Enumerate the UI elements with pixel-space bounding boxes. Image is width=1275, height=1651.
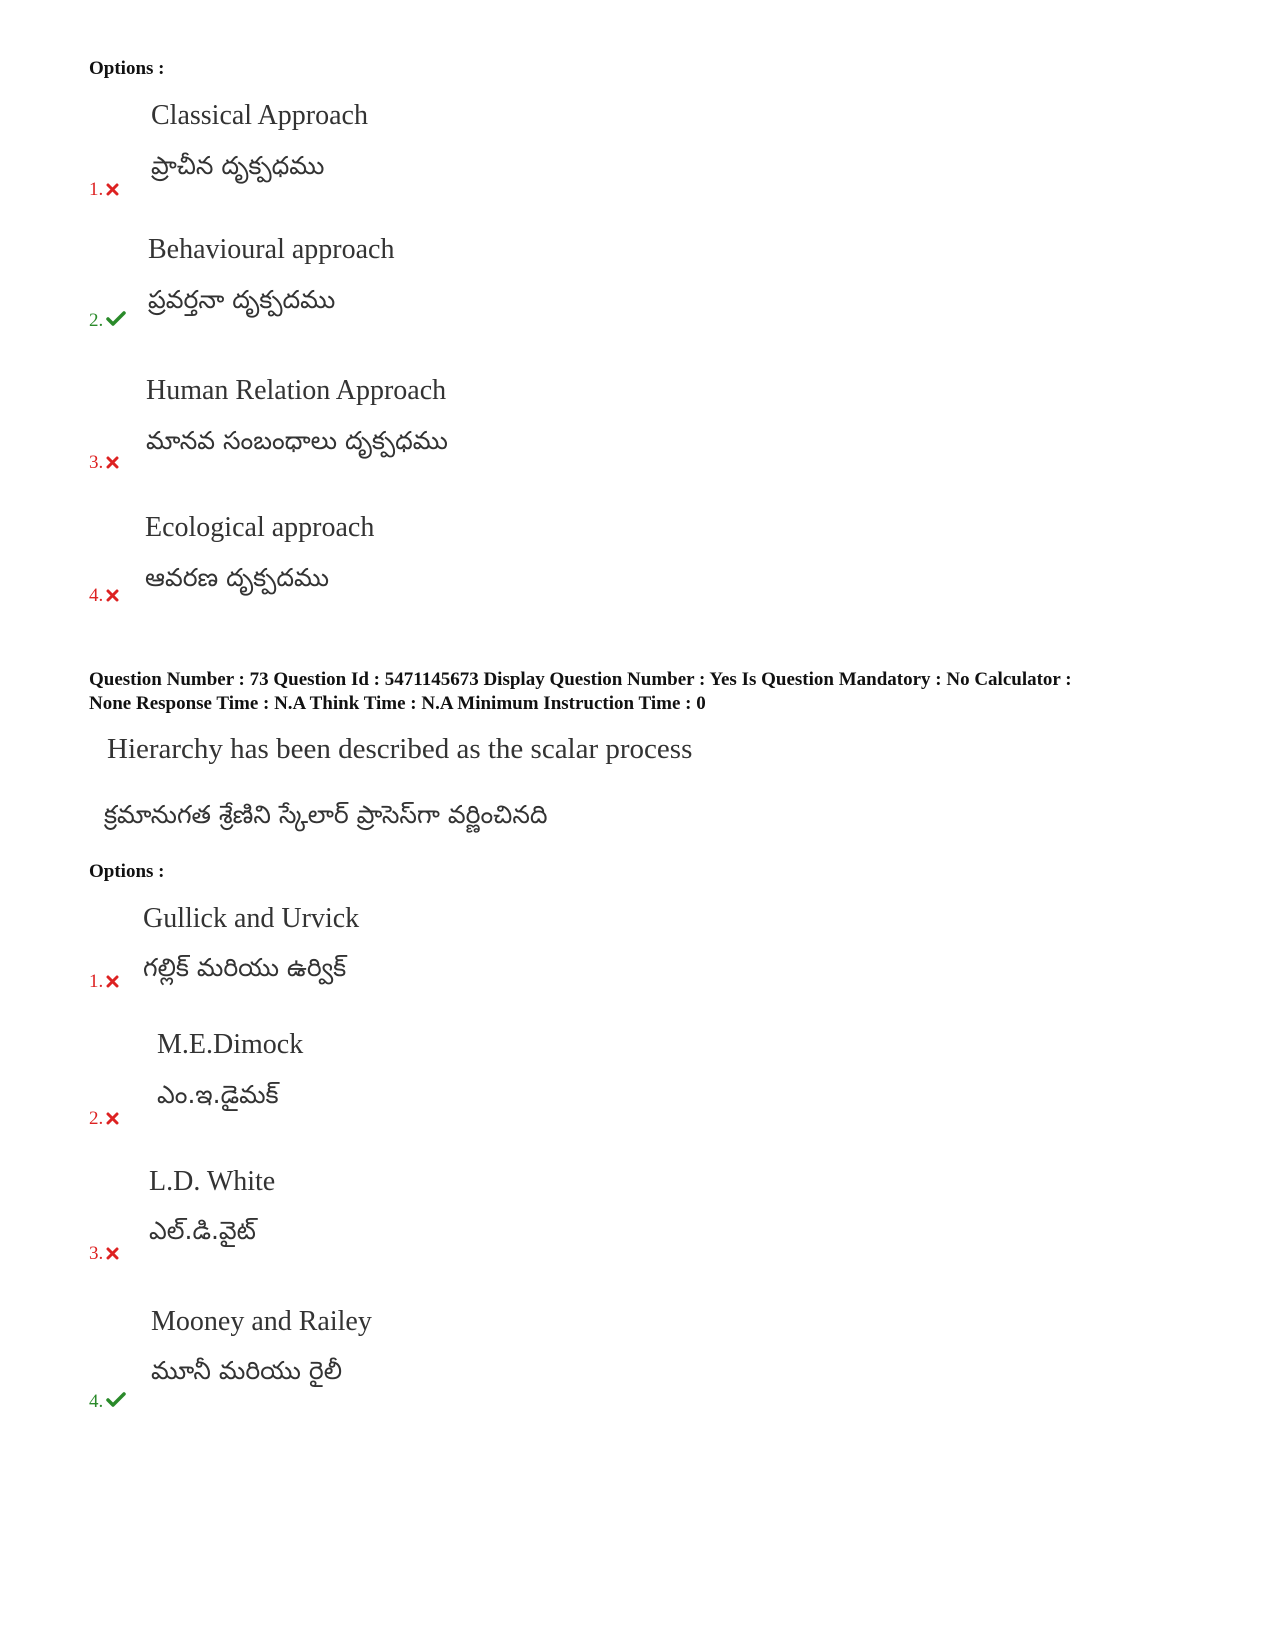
option-text-te: గల్లిక్ మరియు ఉర్విక్ xyxy=(143,953,347,982)
cross-icon xyxy=(106,972,119,994)
option-text-en: Ecological approach xyxy=(145,512,375,543)
option-text-te: ప్రాచీన దృక్పధము xyxy=(151,151,325,180)
option-number-label: 2. xyxy=(89,1108,104,1129)
question-meta-line: Question Number : 73 Question Id : 5471145673 Display Question Number : Yes Is Question Mandatory : No Calculator : xyxy=(89,669,1072,690)
question-text-te: క్రమానుగత శ్రేణిని స్కేలార్ ప్రాసెస్‌గా వర్ణించినది xyxy=(104,800,548,829)
option-number xyxy=(89,971,119,994)
option-number xyxy=(89,1243,119,1266)
options-label: Options : xyxy=(89,861,165,882)
option-number xyxy=(89,1108,119,1131)
option-text-en: Gullick and Urvick xyxy=(143,903,360,934)
option-text-en: Mooney and Railey xyxy=(151,1306,372,1337)
option-text-te: ఆవరణ దృక్పదము xyxy=(145,563,330,592)
option-number-label: 1. xyxy=(89,179,104,200)
option-number xyxy=(89,310,126,333)
cross-icon xyxy=(106,453,119,475)
option-number-label: 4. xyxy=(89,1391,104,1412)
option-text-te: ఎల్.డి.వైట్ xyxy=(149,1216,256,1245)
option-text-en: Classical Approach xyxy=(151,100,368,131)
cross-icon xyxy=(106,1244,119,1266)
option-number-label: 1. xyxy=(89,971,104,992)
option-number-label: 3. xyxy=(89,452,104,473)
option-text-en: Human Relation Approach xyxy=(146,375,447,406)
option-number xyxy=(89,1391,126,1414)
check-icon xyxy=(106,1392,126,1414)
option-number-label: 4. xyxy=(89,585,104,606)
check-icon xyxy=(106,311,126,333)
question-meta-line: None Response Time : N.A Think Time : N.A Minimum Instruction Time : 0 xyxy=(89,693,706,714)
question-text-en: Hierarchy has been described as the scalar process xyxy=(107,733,693,765)
option-text-en: L.D. White xyxy=(149,1166,276,1197)
option-number xyxy=(89,585,119,608)
option-text-te: ప్రవర్తనా దృక్పదము xyxy=(148,285,336,314)
option-text-en: M.E.Dimock xyxy=(157,1029,304,1060)
cross-icon xyxy=(106,586,119,608)
options-label: Options : xyxy=(89,58,165,79)
option-text-te: ఎం.ఇ.డైమక్ xyxy=(157,1080,279,1109)
option-number xyxy=(89,452,119,475)
question-meta xyxy=(89,668,1189,716)
option-number xyxy=(89,179,119,202)
option-text-te: మానవ సంబంధాలు దృక్పధము xyxy=(146,426,448,455)
option-number-label: 3. xyxy=(89,1243,104,1264)
cross-icon xyxy=(106,1109,119,1131)
option-number-label: 2. xyxy=(89,310,104,331)
option-text-te: మూనీ మరియు రైలీ xyxy=(151,1356,343,1385)
cross-icon xyxy=(106,180,119,202)
option-text-en: Behavioural approach xyxy=(148,234,395,265)
